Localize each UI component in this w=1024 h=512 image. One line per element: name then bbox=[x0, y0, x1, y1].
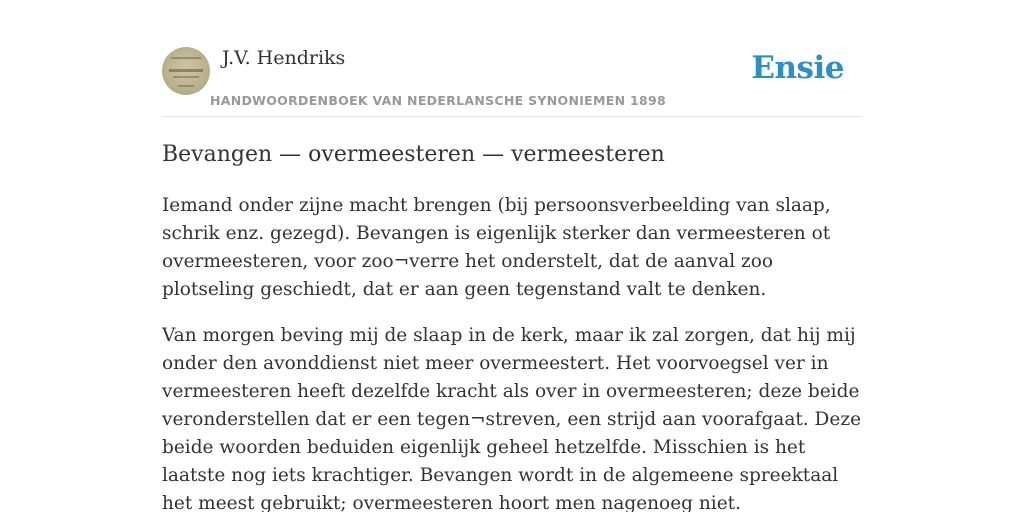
ensie-logo[interactable]: Ensie bbox=[751, 50, 844, 86]
article-title: Bevangen — overmeesteren — vermeesteren bbox=[162, 142, 665, 167]
article-body bbox=[162, 192, 862, 512]
paragraph: Iemand onder zijne macht brengen (bij persoonsverbeelding van slaap, schrik enz. gezegd). Bevangen is eigenlijk sterker dan vermeesteren ot overmeesteren, voor zoo¬verre het onderstelt, dat de aanval zoo plotseling geschiedt, dat er aan geen tegenstand valt te denken. bbox=[162, 195, 831, 300]
cover-line bbox=[178, 85, 194, 87]
header bbox=[162, 46, 862, 117]
author-name[interactable]: J.V. Hendriks bbox=[222, 47, 346, 69]
source-title[interactable]: HANDWOORDENBOEK VAN NEDERLANSCHE SYNONIEMEN 1898 bbox=[210, 93, 667, 108]
book-cover-avatar[interactable] bbox=[162, 47, 210, 95]
paragraph: Van morgen beving mij de slaap in de kerk, maar ik zal zorgen, dat hij mij onder den avonddienst niet meer overmeestert. Het voorvoegsel ver in vermeesteren heeft dezelfde kracht als over in overmeesteren; deze beide veronderstellen dat er een tegen¬streven, een strijd aan voorafgaat. Deze beide woorden beduiden eigenlijk geheel hetzelfde. Misschien is het laatste nog iets krachtiger. Bevangen wordt in de algemeene spreektaal het meest gebruikt; overmeesteren hoort men nagenoeg niet. bbox=[162, 325, 862, 512]
cover-line bbox=[171, 57, 201, 59]
cover-line bbox=[173, 76, 199, 78]
cover-line bbox=[169, 69, 203, 72]
